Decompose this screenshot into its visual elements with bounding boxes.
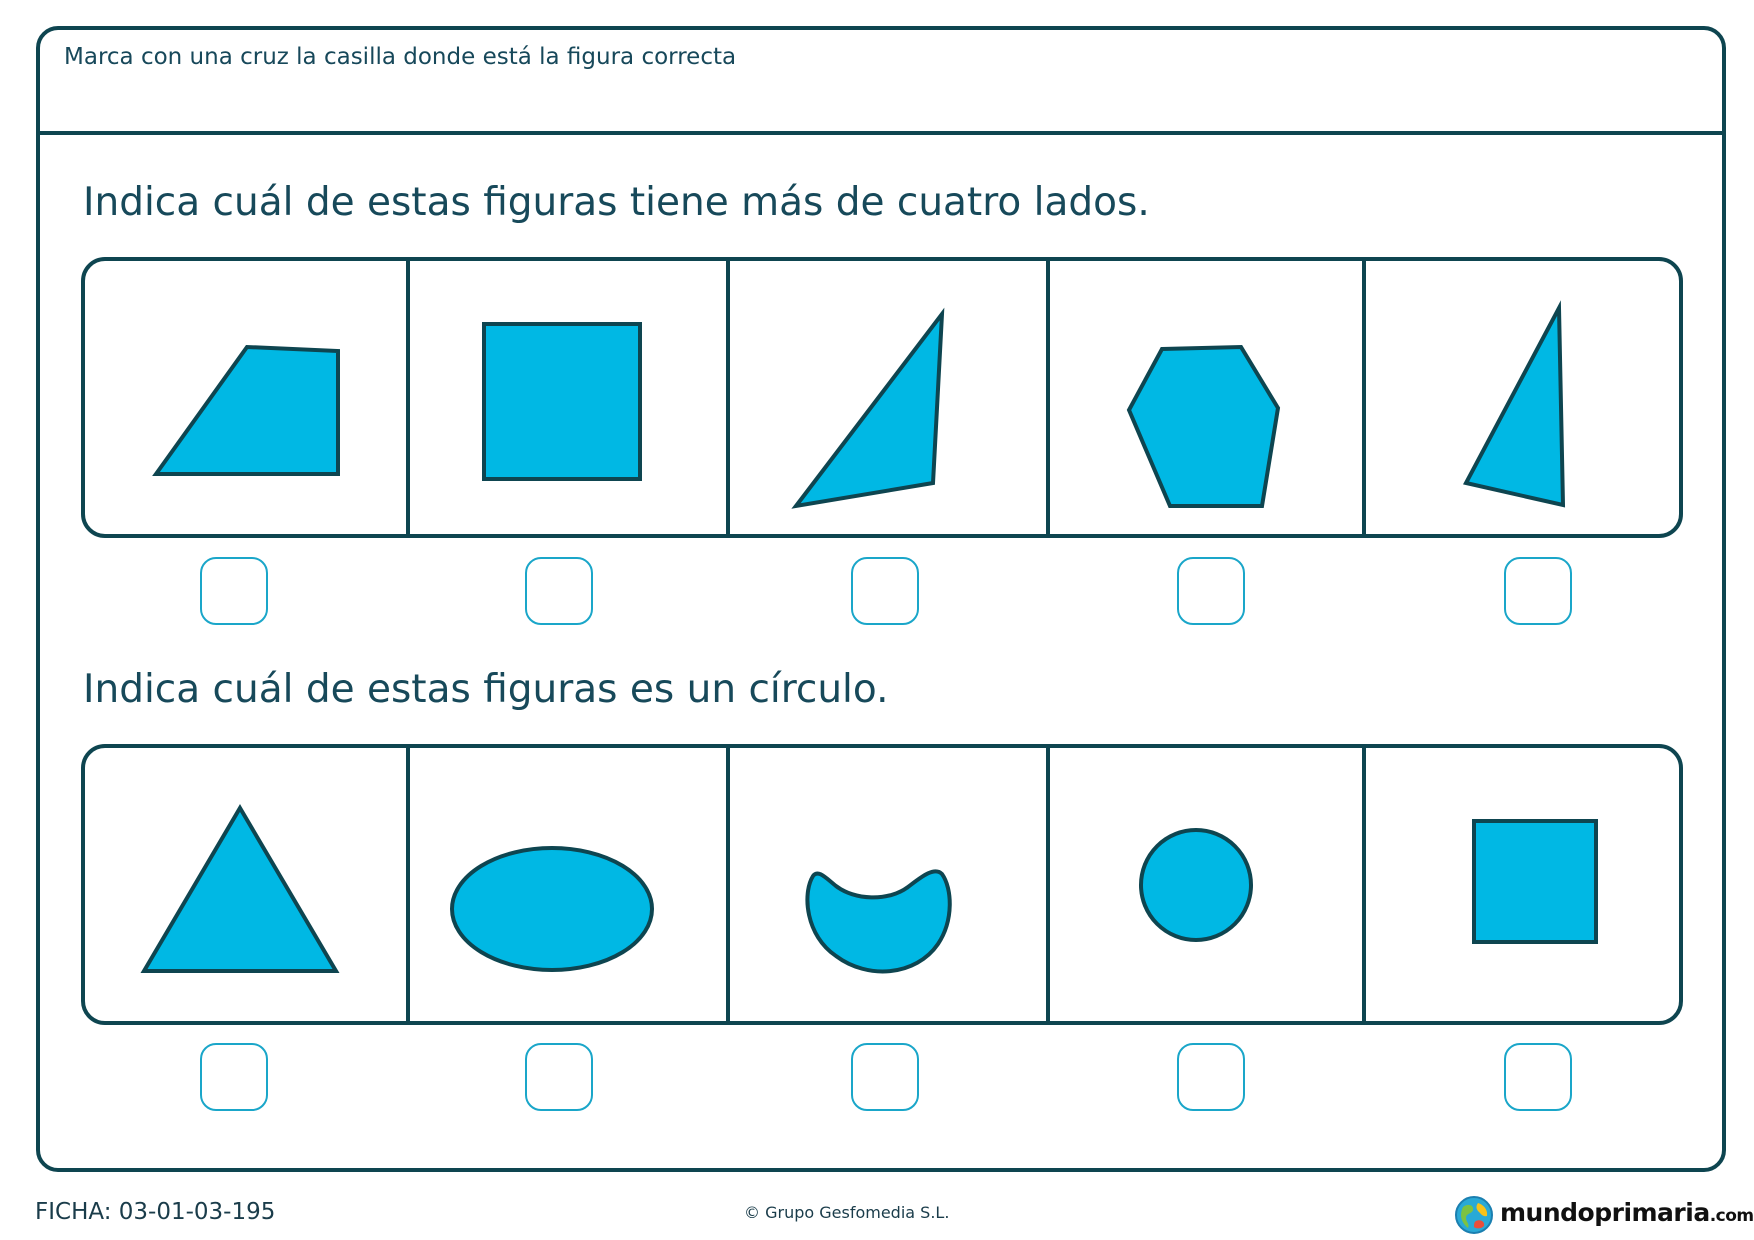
triangle-icon — [730, 261, 1046, 542]
question-1-checkbox-2[interactable] — [525, 557, 593, 625]
copyright-text: © Grupo Gesfomedia S.L. — [744, 1203, 950, 1222]
question-1-checkbox-4[interactable] — [1177, 557, 1245, 625]
question-2-option-4 — [1050, 748, 1362, 1021]
triangle-icon — [1366, 261, 1683, 542]
question-1-option-5 — [1366, 261, 1683, 534]
logo-name: mundoprimaria — [1500, 1198, 1710, 1227]
question-1-option-1 — [85, 261, 406, 534]
logo-text — [1500, 1198, 1754, 1227]
question-2-option-3 — [730, 748, 1046, 1021]
crescent-icon — [730, 748, 1046, 1029]
question-1-checkbox-1[interactable] — [200, 557, 268, 625]
question-2-option-1 — [85, 748, 406, 1021]
square-icon — [1366, 748, 1683, 1029]
worksheet-code: FICHA: 03-01-03-195 — [35, 1199, 276, 1225]
question-1-text: Indica cuál de estas figuras tiene más de cuatro lados. — [83, 180, 1150, 225]
question-1-option-2 — [410, 261, 726, 534]
question-2-text: Indica cuál de estas figuras es un círculo. — [83, 667, 889, 712]
globe-icon — [1454, 1195, 1494, 1235]
circle-icon — [1050, 748, 1362, 1029]
question-2-option-5 — [1366, 748, 1683, 1021]
instruction-text: Marca con una cruz la casilla donde está la figura correcta — [64, 44, 737, 70]
question-1-options-panel — [81, 257, 1683, 538]
question-2-checkbox-5[interactable] — [1504, 1043, 1572, 1111]
trapezoid-icon — [85, 261, 406, 542]
question-2-options-panel — [81, 744, 1683, 1025]
triangle-icon — [85, 748, 406, 1029]
question-2-checkbox-4[interactable] — [1177, 1043, 1245, 1111]
question-1-checkbox-5[interactable] — [1504, 557, 1572, 625]
question-1-option-4 — [1050, 261, 1362, 534]
square-icon — [410, 261, 726, 542]
question-2-option-2 — [410, 748, 726, 1021]
question-1-option-3 — [730, 261, 1046, 534]
question-2-checkbox-1[interactable] — [200, 1043, 268, 1111]
header-divider — [36, 131, 1726, 135]
logo-domain: .com — [1709, 1206, 1754, 1226]
question-2-checkbox-3[interactable] — [851, 1043, 919, 1111]
question-2-checkbox-2[interactable] — [525, 1043, 593, 1111]
question-1-checkbox-3[interactable] — [851, 557, 919, 625]
ellipse-icon — [410, 748, 726, 1029]
hexagon-icon — [1050, 261, 1362, 542]
